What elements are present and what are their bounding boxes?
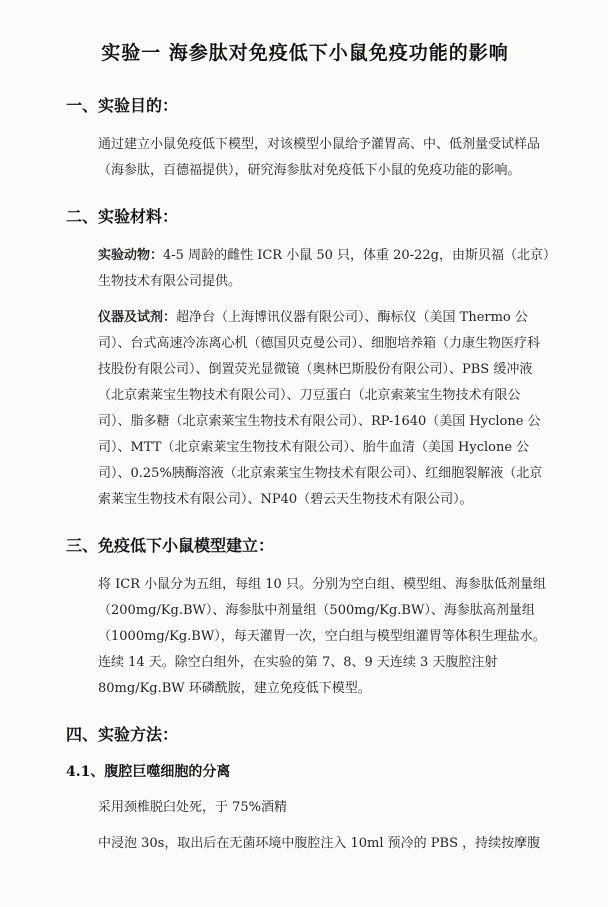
instruments-label: 仪器及试剂： xyxy=(98,310,177,325)
methods-line-1: 采用颈椎脱臼处死，于 75%酒精 xyxy=(98,800,288,815)
section-heading-materials: 二、实验材料： xyxy=(66,207,179,226)
page-title: 实验一 海参肽对免疫低下小鼠免疫功能的影响 xyxy=(101,42,509,64)
methods-line-2: 中浸泡 30s，取出后在无菌环境中腹腔注入 10ml 预冷的 PBS ，持续按摩腹 xyxy=(98,836,541,851)
animals-text: 4-5 周龄的雌性 ICR 小鼠 50 只，体重 20-22g，由斯贝福（北京）生物技术有限公司提供。 xyxy=(98,248,550,289)
section-heading-purpose: 一、实验目的： xyxy=(66,96,179,115)
subsection-heading-4-1: 4.1、腹腔巨噬细胞的分离 xyxy=(66,764,231,780)
animals-paragraph xyxy=(60,243,550,295)
purpose-paragraph: 通过建立小鼠免疫低下模型，对该模型小鼠给予灌胃高、中、低剂量受试样品（海参肽，百德福提供），研究海参肽对免疫低下小鼠的免疫功能的影响。 xyxy=(98,137,541,178)
section-heading-methods: 四、实验方法： xyxy=(66,725,179,744)
section-heading-model: 三、免疫低下小鼠模型建立： xyxy=(66,536,275,555)
model-paragraph: 将 ICR 小鼠分为五组，每组 10 只。分别为空白组、模型组、海参肽低剂量组（200mg/Kg.BW）、海参肽中剂量组（500mg/Kg.BW）、海参肽高剂量组（1000mg/Kg.BW），每天灌胃一次，空白组与模型组灌胃等体积生理盐水。连续 14 天。除空白组外，在实验的第 7、8、9 天连续 3 天腹腔注射 80mg/Kg.BW 环磷酰胺，建立免疫低下模型。 xyxy=(98,577,546,696)
animals-label: 实验动物： xyxy=(98,248,164,263)
instruments-text: 超净台（上海博讯仪器有限公司）、酶标仪（美国 Thermo 公司）、台式高速冷冻离心机（德国贝克曼公司）、细胞培养箱（力康生物医疗科技股份有限公司）、倒置荧光显微镜（奥林巴斯股份有限公司）、PBS 缓冲液（北京索莱宝生物技术有限公司）、刀豆蛋白（北京索莱宝生物技术有限公司）、脂多糖（北京索莱宝生物技术有限公司）、RP-1640（美国 Hyclone 公司）、MTT（北京索莱宝生物技术有限公司）、胎牛血清（美国 Hyclone 公司）、0.25%胰酶溶液（北京索莱宝生物技术有限公司）、红细胞裂解液（北京索莱宝生物技术有限公司）、NP40（碧云天生物技术有限公司）。 xyxy=(98,310,543,507)
instruments-paragraph xyxy=(60,305,550,513)
